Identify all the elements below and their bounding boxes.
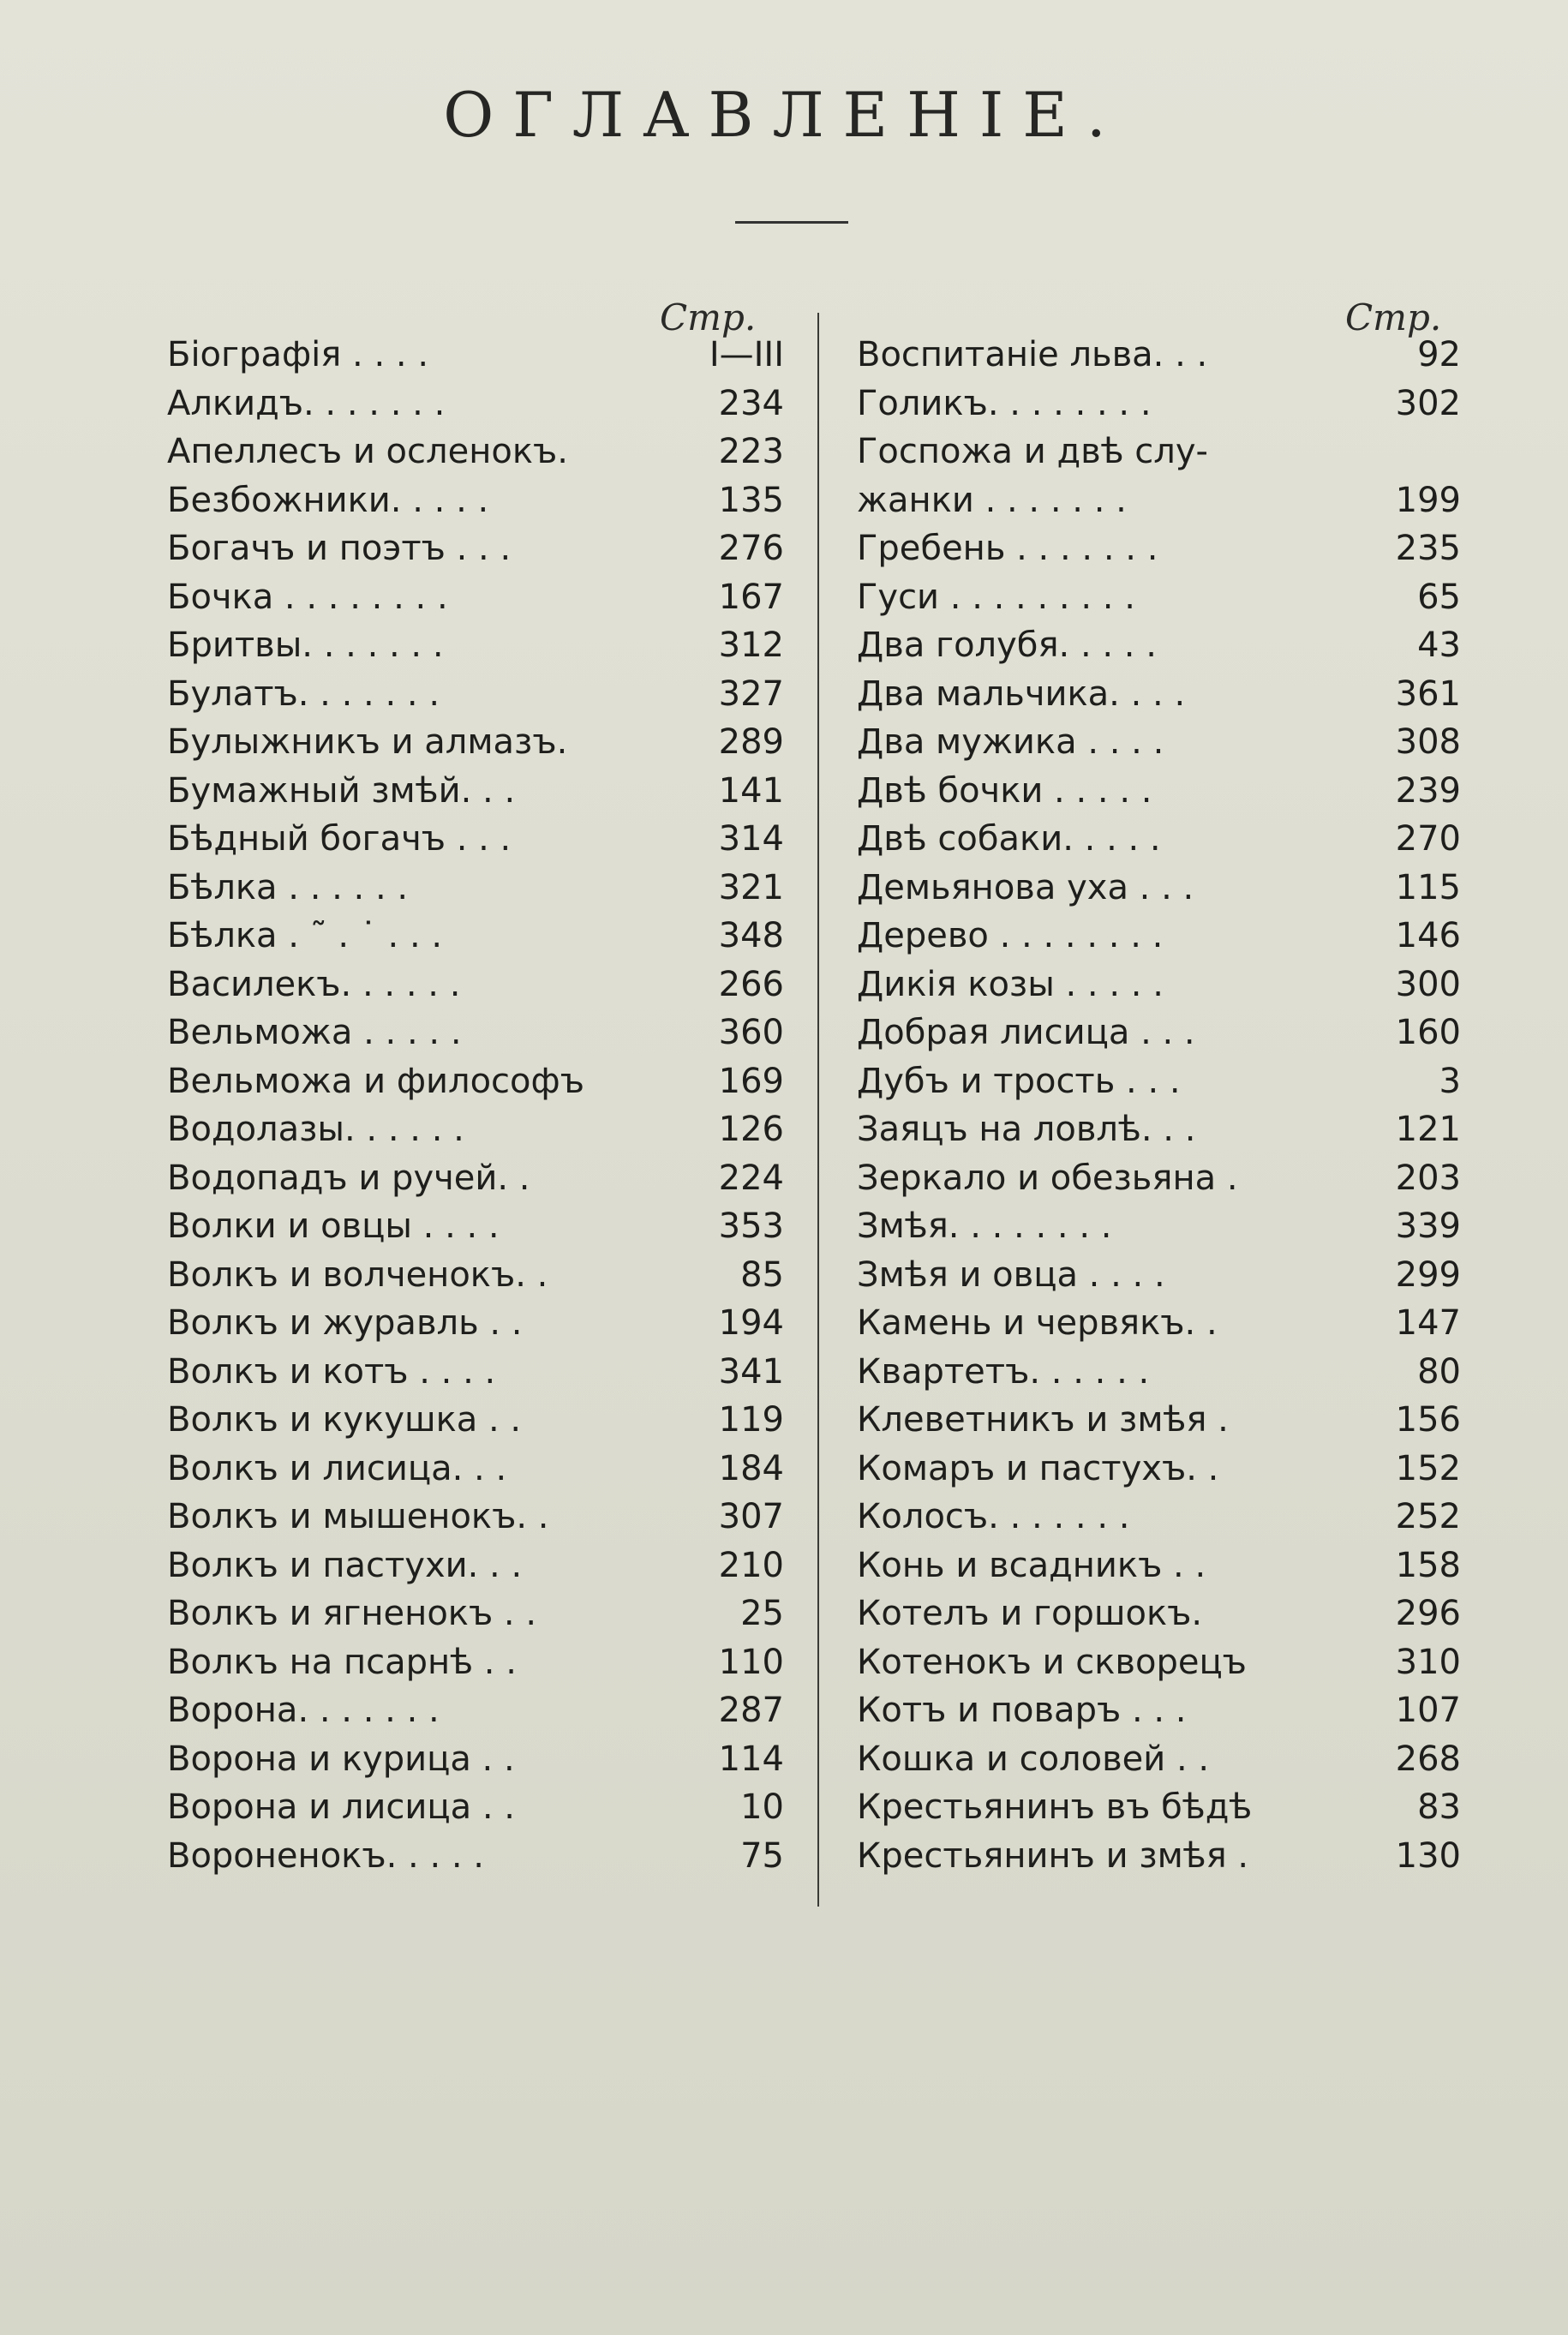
toc-entry-title: Воспитаніе льва. . .: [857, 335, 1208, 374]
toc-entry: [857, 1105, 1461, 1154]
toc-entry: [857, 912, 1461, 961]
toc-entry-title: Добрая лисица . . .: [857, 1013, 1195, 1052]
toc-entry-title: Заяцъ на ловлѣ. . .: [857, 1110, 1196, 1149]
toc-entry: [167, 476, 784, 525]
toc-entry-title: Колосъ. . . . . . .: [857, 1497, 1130, 1536]
toc-entry-title: Бѣлка . . . . . .: [167, 867, 409, 907]
toc-entry-title: Квартетъ. . . . . .: [857, 1351, 1150, 1392]
toc-entry-title: жанки . . . . . . .: [857, 480, 1127, 520]
toc-entry-title: Бочка . . . . . . . .: [167, 577, 448, 617]
toc-entry: [857, 1009, 1461, 1057]
toc-entry-title: Булыжникъ и алмазъ.: [167, 722, 568, 762]
toc-entry: [167, 1057, 784, 1106]
toc-entry-title: Волкъ и пастухи. . .: [167, 1545, 523, 1585]
toc-entry: [167, 1686, 784, 1735]
toc-entry: [857, 1251, 1461, 1300]
toc-entry: [167, 1154, 784, 1203]
toc-entry-page: 147: [1395, 1303, 1461, 1343]
toc-entry-page: 307: [718, 1497, 784, 1536]
toc-entry-title: Два мужика . . . .: [857, 722, 1164, 762]
toc-entry: [857, 428, 1461, 476]
toc-entry-title: Двѣ бочки . . . . .: [857, 770, 1152, 811]
toc-entry-title: Ворона и курица . .: [167, 1739, 515, 1779]
toc-entry: [167, 1735, 784, 1784]
toc-entry-page: 156: [1395, 1400, 1461, 1440]
toc-entry: [167, 1445, 784, 1494]
toc-entry-page: 75: [740, 1835, 784, 1876]
toc-entry: [857, 1348, 1461, 1397]
toc-entry-title: Двѣ собаки. . . . .: [857, 819, 1161, 859]
toc-entry-page: 169: [718, 1061, 784, 1101]
toc-entry-title: Зеркало и обезьяна .: [857, 1158, 1238, 1198]
toc-entry: [167, 524, 784, 573]
toc-entry-title: Котелъ и горшокъ.: [857, 1594, 1203, 1633]
toc-entry-title: Котъ и поваръ . . .: [857, 1691, 1187, 1730]
toc-entry-title: Крестьянинъ и змѣя .: [857, 1835, 1249, 1876]
toc-entry: [167, 1105, 784, 1154]
toc-entry: [167, 428, 784, 476]
toc-entry-title: Біографія . . . .: [167, 335, 429, 374]
toc-entry: [857, 524, 1461, 573]
toc-entry-page: 121: [1395, 1110, 1461, 1149]
toc-entry-page: 146: [1395, 916, 1461, 955]
toc-entry-page: 234: [718, 383, 784, 423]
toc-entry: [857, 961, 1461, 1009]
toc-entry-title: Дубъ и трость . . .: [857, 1061, 1181, 1101]
toc-entry-page: 327: [718, 674, 784, 714]
toc-entry-title: Дикія козы . . . . .: [857, 964, 1164, 1004]
toc-entry: [167, 1542, 784, 1590]
toc-entry: [167, 961, 784, 1009]
toc-entry-page: 224: [718, 1158, 784, 1198]
toc-entry: [857, 815, 1461, 864]
left-column: [167, 331, 784, 1880]
toc-entry: [857, 476, 1461, 525]
toc-entry: [167, 767, 784, 816]
title-rule: [735, 221, 848, 224]
toc-entry-page: 300: [1395, 964, 1461, 1004]
toc-entry-page: 115: [1395, 867, 1461, 907]
toc-entry: [167, 670, 784, 719]
toc-entry-title: Бритвы. . . . . . .: [167, 626, 444, 665]
toc-entry: [167, 331, 784, 380]
toc-entry-page: 203: [1395, 1158, 1461, 1198]
toc-entry-title: Кошка и соловей . .: [857, 1739, 1210, 1779]
toc-entry: [167, 1396, 784, 1445]
toc-entry-page: 25: [740, 1594, 784, 1633]
toc-entry-page: 348: [718, 916, 784, 955]
toc-entry: [857, 1638, 1461, 1687]
toc-entry-page: 119: [718, 1400, 784, 1440]
toc-entry-page: 114: [718, 1739, 784, 1779]
toc-entry-title: Два голубя. . . . .: [857, 626, 1157, 665]
toc-entry-page: 194: [718, 1303, 784, 1343]
toc-entry-page: 270: [1395, 819, 1461, 859]
toc-entry-page: 160: [1395, 1013, 1461, 1052]
toc-entry-page: 80: [1417, 1351, 1461, 1392]
right-page-header: Стр.: [1345, 296, 1442, 338]
toc-entry: [857, 1057, 1461, 1106]
toc-entry: [167, 621, 784, 670]
toc-entry-page: 83: [1417, 1787, 1461, 1827]
toc-entry: [857, 573, 1461, 622]
toc-entry: [857, 1445, 1461, 1494]
toc-entry-page: 339: [1395, 1206, 1461, 1246]
toc-entry-page: 296: [1395, 1594, 1461, 1633]
toc-entry-page: 308: [1395, 722, 1461, 762]
toc-entry-title: Дерево . . . . . . . .: [857, 916, 1164, 955]
toc-entry: [167, 1493, 784, 1542]
toc-entry: [857, 331, 1461, 380]
toc-entry-page: 65: [1417, 577, 1461, 617]
toc-entry-page: 287: [718, 1691, 784, 1730]
toc-entry: [167, 815, 784, 864]
toc-entry-title: Крестьянинъ въ бѣдѣ: [857, 1787, 1253, 1827]
toc-entry-title: Волкъ и котъ . . . .: [167, 1351, 496, 1392]
toc-entry-title: Госпожа и двѣ слу-: [857, 432, 1208, 471]
toc-entry-title: Волкъ и ягненокъ . .: [167, 1594, 537, 1633]
toc-entry-title: Булатъ. . . . . . .: [167, 674, 440, 714]
toc-entry: [167, 1590, 784, 1638]
toc-entry: [857, 670, 1461, 719]
toc-entry-page: 314: [718, 819, 784, 859]
toc-entry: [167, 864, 784, 913]
toc-entry-page: 289: [718, 722, 784, 762]
toc-entry: [857, 1202, 1461, 1251]
toc-entry-title: Алкидъ. . . . . . .: [167, 383, 446, 423]
toc-entry-title: Два мальчика. . . .: [857, 674, 1186, 714]
toc-entry-title: Ворона и лисица . .: [167, 1787, 516, 1827]
toc-entry-title: Клеветникъ и змѣя .: [857, 1400, 1229, 1440]
toc-entry-title: Вельможа и философъ: [167, 1061, 584, 1101]
toc-entry: [857, 1832, 1461, 1881]
toc-entry: [167, 718, 784, 767]
toc-entry: [857, 380, 1461, 428]
toc-entry-title: Конь и всадникъ . .: [857, 1545, 1206, 1585]
toc-entry-page: 239: [1395, 770, 1461, 811]
toc-entry-page: 152: [1395, 1448, 1461, 1488]
toc-entry-page: 341: [718, 1351, 784, 1392]
toc-entry: [857, 1493, 1461, 1542]
toc-entry: [857, 767, 1461, 816]
toc-entry-page: 158: [1395, 1545, 1461, 1585]
toc-entry-title: Волкъ и кукушка . .: [167, 1400, 522, 1440]
toc-entry-page: 302: [1395, 383, 1461, 423]
toc-entry-title: Змѣя и овца . . . .: [857, 1254, 1165, 1295]
toc-entry-title: Камень и червякъ. .: [857, 1303, 1218, 1343]
toc-entry: [857, 1396, 1461, 1445]
toc-entry: [167, 380, 784, 428]
toc-entry-page: 299: [1395, 1254, 1461, 1295]
toc-entry-page: 223: [718, 432, 784, 471]
toc-entry-title: Демьянова уха . . .: [857, 867, 1194, 907]
toc-entry-page: 126: [718, 1110, 784, 1149]
toc-entry-title: Бѣлка . ˜ . ˙ . . .: [167, 916, 443, 955]
toc-entry-page: 199: [1395, 480, 1461, 520]
toc-entry: [167, 1251, 784, 1300]
toc-entry-title: Волкъ на псарнѣ . .: [167, 1642, 517, 1682]
toc-entry-page: 312: [718, 626, 784, 665]
toc-entry-title: Волки и овцы . . . .: [167, 1206, 500, 1246]
toc-entry-title: Вельможа . . . . .: [167, 1013, 462, 1052]
toc-entry: [167, 1009, 784, 1057]
toc-entry-page: 321: [718, 867, 784, 907]
toc-entry-page: 135: [718, 480, 784, 520]
toc-entry: [857, 1590, 1461, 1638]
toc-entry-page: 353: [718, 1206, 784, 1246]
left-page-header: Стр.: [660, 296, 757, 338]
toc-entry-page: 110: [718, 1642, 784, 1682]
toc-entry: [167, 1783, 784, 1832]
toc-entry: [857, 1542, 1461, 1590]
toc-entry: [167, 1202, 784, 1251]
toc-entry-page: 10: [740, 1787, 784, 1827]
toc-entry-page: 360: [718, 1013, 784, 1052]
toc-entry-page: 92: [1417, 335, 1461, 374]
toc-entry-page: I—III: [709, 335, 784, 374]
column-divider: [817, 313, 819, 1907]
toc-entry-page: 276: [718, 529, 784, 568]
toc-entry-page: 107: [1395, 1691, 1461, 1730]
toc-entry: [857, 1299, 1461, 1348]
toc-entry-page: 361: [1395, 674, 1461, 714]
toc-entry: [167, 912, 784, 961]
toc-entry-title: Комаръ и пастухъ. .: [857, 1448, 1219, 1488]
toc-entry-page: 266: [718, 964, 784, 1004]
toc-entry-title: Водопадъ и ручей. .: [167, 1158, 530, 1198]
toc-entry-title: Гуси . . . . . . . . .: [857, 577, 1135, 617]
toc-entry-title: Ворона. . . . . . .: [167, 1691, 440, 1730]
toc-entry-title: Василекъ. . . . . .: [167, 964, 461, 1004]
toc-entry-title: Змѣя. . . . . . . .: [857, 1206, 1112, 1246]
toc-entry: [857, 1154, 1461, 1203]
toc-entry-title: Вороненокъ. . . . .: [167, 1835, 485, 1876]
toc-entry-page: 252: [1395, 1497, 1461, 1536]
toc-entry-page: 43: [1417, 626, 1461, 665]
toc-entry: [857, 864, 1461, 913]
toc-entry-title: Котенокъ и скворецъ: [857, 1642, 1247, 1682]
toc-entry-page: 85: [740, 1254, 784, 1295]
toc-entry: [857, 718, 1461, 767]
toc-entry-page: 184: [718, 1448, 784, 1488]
toc-entry-title: Волкъ и лисица. . .: [167, 1448, 507, 1488]
toc-entry-title: Апеллесъ и осленокъ.: [167, 432, 568, 471]
toc-entry: [857, 1735, 1461, 1784]
toc-entry-title: Голикъ. . . . . . . .: [857, 383, 1152, 423]
toc-entry: [167, 1832, 784, 1881]
toc-entry-title: Водолазы. . . . . .: [167, 1110, 464, 1149]
toc-entry-page: 167: [718, 577, 784, 617]
toc-entry-title: Волкъ и мышенокъ. .: [167, 1497, 549, 1536]
toc-entry: [857, 1686, 1461, 1735]
toc-entry-title: Безбожники. . . . .: [167, 480, 489, 520]
page-title: ОГЛАВЛЕНІЕ.: [443, 79, 1125, 151]
toc-entry-title: Волкъ и волченокъ. .: [167, 1254, 548, 1295]
toc-entry-page: 210: [718, 1545, 784, 1585]
toc-entry: [167, 1348, 784, 1397]
toc-entry: [167, 1638, 784, 1687]
toc-entry-title: Бѣдный богачъ . . .: [167, 819, 512, 859]
toc-entry-page: 268: [1395, 1739, 1461, 1779]
toc-entry-title: Гребень . . . . . . .: [857, 529, 1158, 568]
toc-entry-page: 130: [1395, 1835, 1461, 1876]
toc-entry-title: Волкъ и журавль . .: [167, 1303, 523, 1343]
toc-entry-page: 141: [718, 770, 784, 811]
toc-entry-page: 235: [1395, 529, 1461, 568]
toc-entry-page: 3: [1439, 1061, 1461, 1101]
toc-entry-title: Богачъ и поэтъ . . .: [167, 529, 512, 568]
toc-entry: [857, 621, 1461, 670]
toc-entry: [167, 1299, 784, 1348]
toc-entry-page: 310: [1395, 1642, 1461, 1682]
toc-entry-title: Бумажный змѣй. . .: [167, 770, 516, 811]
right-column: [857, 331, 1461, 1880]
toc-entry: [857, 1783, 1461, 1832]
toc-entry: [167, 573, 784, 622]
